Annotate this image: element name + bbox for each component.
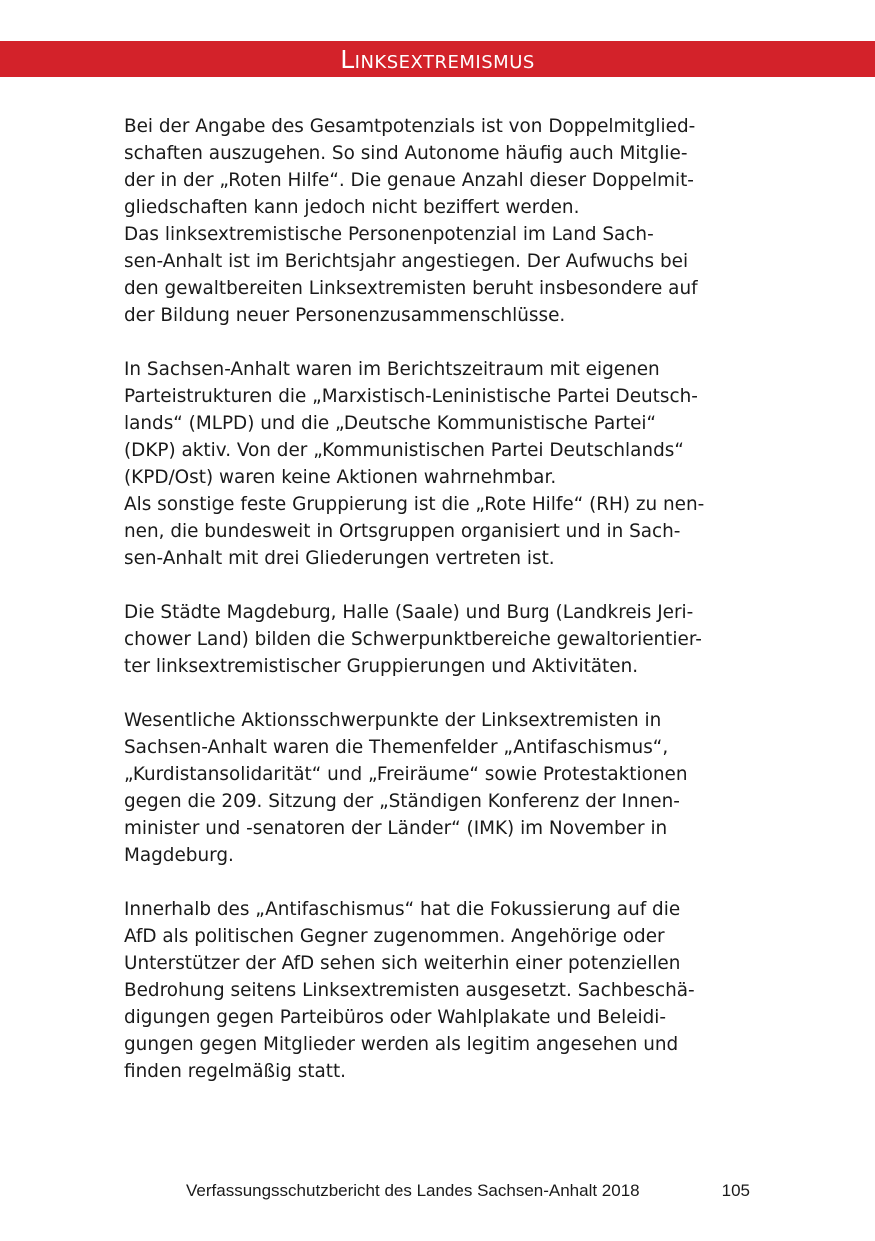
body-text (124, 113, 754, 1112)
text-line: der in der „Roten Hilfe“. Die genaue Anzahl dieser Doppelmit- (124, 170, 694, 191)
paragraph-4 (124, 707, 754, 869)
text-line: Parteistrukturen die „Marxistisch-Leninistische Partei Deutsch- (124, 386, 698, 407)
text-line: lands“ (MLPD) und die „Deutsche Kommunistische Partei“ (124, 413, 657, 434)
text-line: sen-Anhalt ist im Berichtsjahr angestiegen. Der Aufwuchs bei (124, 251, 689, 272)
text-line: Wesentliche Aktionsschwerpunkte der Linksextremisten in (124, 710, 662, 731)
text-line: nen, die bundesweit in Ortsgruppen organisiert und in Sach- (124, 521, 681, 542)
text-line: Innerhalb des „Antifaschismus“ hat die Fokussierung auf die (124, 899, 681, 920)
paragraph-2 (124, 356, 754, 572)
text-line: minister und -senatoren der Länder“ (IMK) im November in (124, 818, 668, 839)
text-line: Sachsen-Anhalt waren die Themenfelder „Antifaschismus“, (124, 737, 669, 758)
footer-publication-title: Verfassungsschutzbericht des Landes Sachsen-Anhalt 2018 (186, 1181, 640, 1200)
text-line: Bedrohung seitens Linksextremisten ausgesetzt. Sachbeschä- (124, 980, 695, 1001)
paragraph-1 (124, 113, 754, 329)
page-footer (186, 1181, 754, 1205)
text-line: (DKP) aktiv. Von der „Kommunistischen Partei Deutschlands“ (124, 440, 684, 461)
text-line: schaften auszugehen. So sind Autonome häufig auch Mitglie- (124, 143, 688, 164)
text-line: chower Land) bilden die Schwerpunktbereiche gewaltorientier- (124, 629, 702, 650)
text-line: gungen gegen Mitglieder werden als legitim angesehen und (124, 1034, 679, 1055)
text-line: der Bildung neuer Personenzusammenschlüsse. (124, 305, 566, 326)
paragraph-3 (124, 599, 754, 680)
text-line: Als sonstige feste Gruppierung ist die „Rote Hilfe“ (RH) zu nen- (124, 494, 705, 515)
text-line: Magdeburg. (124, 845, 234, 866)
text-line: Die Städte Magdeburg, Halle (Saale) und Burg (Landkreis Jeri- (124, 602, 694, 623)
section-title: Linksextremismus (340, 45, 535, 74)
text-line: Unterstützer der AfD sehen sich weiterhin einer potenziellen (124, 953, 681, 974)
text-line: Bei der Angabe des Gesamtpotenzials ist von Doppelmitglied- (124, 116, 696, 137)
text-line: sen-Anhalt mit drei Gliederungen vertreten ist. (124, 548, 555, 569)
page-number: 105 (721, 1181, 750, 1200)
text-line: ter linksextremistischer Gruppierungen und Aktivitäten. (124, 656, 639, 677)
text-line: den gewaltbereiten Linksextremisten beruht insbesondere auf (124, 278, 698, 299)
section-header-bar (0, 41, 875, 77)
text-line: „Kurdistansolidarität“ und „Freiräume“ sowie Protestaktionen (124, 764, 688, 785)
text-line: (KPD/Ost) waren keine Aktionen wahrnehmbar. (124, 467, 557, 488)
paragraph-5 (124, 896, 754, 1085)
text-line: finden regelmäßig statt. (124, 1061, 347, 1082)
text-line: In Sachsen-Anhalt waren im Berichtszeitraum mit eigenen (124, 359, 660, 380)
text-line: gliedschaften kann jedoch nicht beziffert werden. (124, 197, 580, 218)
text-line: gegen die 209. Sitzung der „Ständigen Konferenz der Innen- (124, 791, 680, 812)
text-line: AfD als politischen Gegner zugenommen. Angehörige oder (124, 926, 665, 947)
text-line: digungen gegen Parteibüros oder Wahlplakate und Beleidi- (124, 1007, 667, 1028)
text-line: Das linksextremistische Personenpotenzial im Land Sach- (124, 224, 654, 245)
